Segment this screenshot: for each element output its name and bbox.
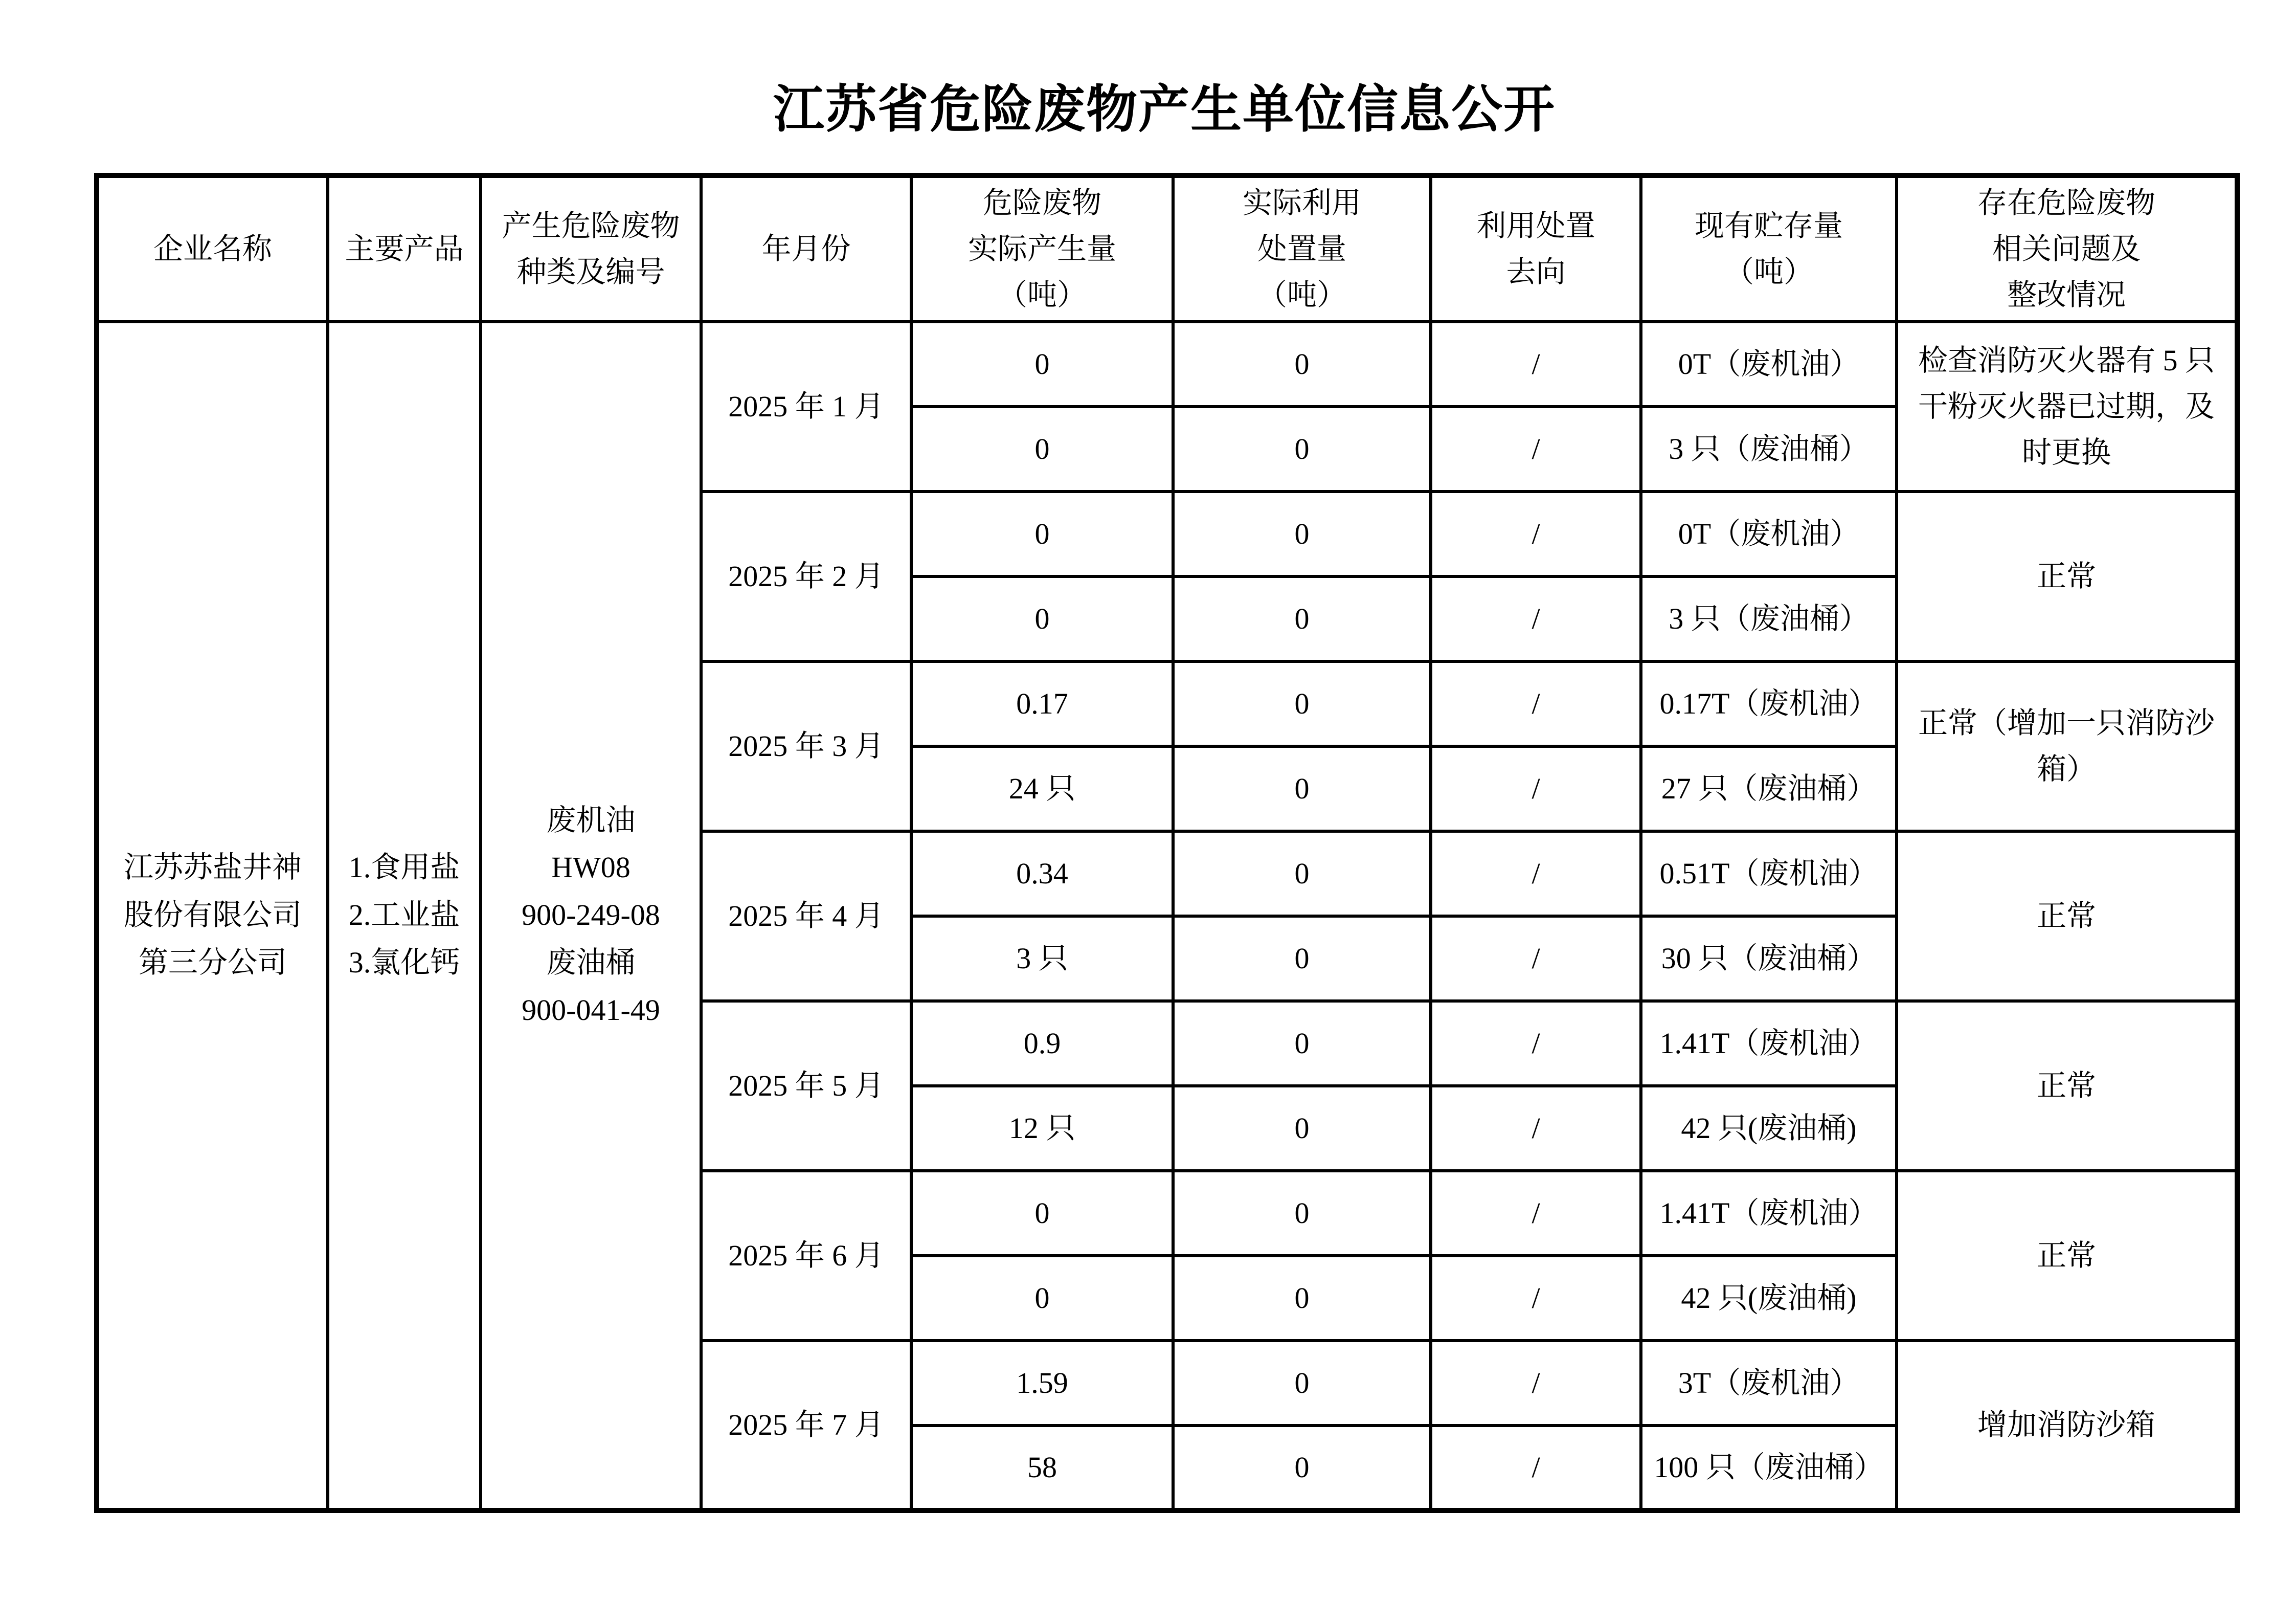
disposal-destination-cell: /	[1431, 1086, 1641, 1171]
issues-remark-cell: 正常	[1897, 1171, 2237, 1341]
disposed-amount-cell: 0	[1173, 661, 1431, 746]
generated-amount-cell: 1.59	[911, 1341, 1173, 1426]
storage-amount-cell: 3 只（废油桶）	[1641, 407, 1897, 492]
disposal-destination-cell: /	[1431, 1001, 1641, 1086]
generated-amount-cell: 58	[911, 1426, 1173, 1510]
month-cell: 2025 年 4 月	[701, 831, 911, 1001]
month-cell: 2025 年 1 月	[701, 322, 911, 492]
storage-amount-cell: 42 只(废油桶)	[1641, 1086, 1897, 1171]
month-cell: 2025 年 7 月	[701, 1341, 911, 1510]
storage-amount-cell: 3 只（废油桶）	[1641, 576, 1897, 661]
issues-remark-cell: 检查消防灭火器有 5 只干粉灭火器已过期，及时更换	[1897, 322, 2237, 492]
disposal-destination-cell: /	[1431, 492, 1641, 576]
storage-amount-cell: 0.17T（废机油）	[1641, 661, 1897, 746]
storage-amount-cell: 0T（废机油）	[1641, 492, 1897, 576]
issues-remark-cell: 增加消防沙箱	[1897, 1341, 2237, 1510]
table-row	[97, 322, 2237, 407]
disposed-amount-cell: 0	[1173, 916, 1431, 1001]
disposed-amount-cell: 0	[1173, 1086, 1431, 1171]
storage-amount-cell: 1.41T（废机油）	[1641, 1171, 1897, 1256]
disposal-destination-cell: /	[1431, 746, 1641, 831]
disposal-destination-cell: /	[1431, 831, 1641, 916]
table-body	[97, 322, 2237, 1510]
column-header-issues: 存在危险废物 相关问题及 整改情况	[1897, 175, 2237, 322]
column-header-waste-type: 产生危险废物 种类及编号	[481, 175, 701, 322]
generated-amount-cell: 0	[911, 407, 1173, 492]
disposed-amount-cell: 0	[1173, 1426, 1431, 1510]
disposed-amount-cell: 0	[1173, 322, 1431, 407]
storage-amount-cell: 3T（废机油）	[1641, 1341, 1897, 1426]
storage-amount-cell: 42 只(废油桶)	[1641, 1256, 1897, 1341]
storage-amount-cell: 0.51T（废机油）	[1641, 831, 1897, 916]
disposed-amount-cell: 0	[1173, 492, 1431, 576]
main-products-cell: 1.食用盐 2.工业盐 3.氯化钙	[328, 322, 481, 1510]
generated-amount-cell: 0.17	[911, 661, 1173, 746]
issues-remark-cell: 正常（增加一只消防沙箱）	[1897, 661, 2237, 831]
issues-remark-cell: 正常	[1897, 831, 2237, 1001]
generated-amount-cell: 24 只	[911, 746, 1173, 831]
column-header-disposed: 实际利用 处置量 （吨）	[1173, 175, 1431, 322]
column-header-generated: 危险废物 实际产生量 （吨）	[911, 175, 1173, 322]
storage-amount-cell: 100 只（废油桶）	[1641, 1426, 1897, 1510]
disposal-destination-cell: /	[1431, 407, 1641, 492]
storage-amount-cell: 27 只（废油桶）	[1641, 746, 1897, 831]
disposed-amount-cell: 0	[1173, 1001, 1431, 1086]
disposed-amount-cell: 0	[1173, 1171, 1431, 1256]
generated-amount-cell: 0	[911, 1256, 1173, 1341]
issues-remark-cell: 正常	[1897, 492, 2237, 661]
disposed-amount-cell: 0	[1173, 407, 1431, 492]
column-header-month: 年月份	[701, 175, 911, 322]
column-header-products: 主要产品	[328, 175, 481, 322]
table-header	[97, 175, 2237, 322]
column-header-storage: 现有贮存量 （吨）	[1641, 175, 1897, 322]
disposed-amount-cell: 0	[1173, 576, 1431, 661]
disposed-amount-cell: 0	[1173, 831, 1431, 916]
page-title: 江苏省危险废物产生单位信息公开	[773, 81, 1556, 138]
disposal-destination-cell: /	[1431, 1171, 1641, 1256]
month-cell: 2025 年 5 月	[701, 1001, 911, 1171]
generated-amount-cell: 0.9	[911, 1001, 1173, 1086]
disposed-amount-cell: 0	[1173, 746, 1431, 831]
header-row	[97, 175, 2237, 322]
month-cell: 2025 年 3 月	[701, 661, 911, 831]
generated-amount-cell: 0.34	[911, 831, 1173, 916]
disposal-destination-cell: /	[1431, 661, 1641, 746]
issues-remark-cell: 正常	[1897, 1001, 2237, 1171]
disposal-destination-cell: /	[1431, 576, 1641, 661]
disposal-destination-cell: /	[1431, 322, 1641, 407]
storage-amount-cell: 0T（废机油）	[1641, 322, 1897, 407]
storage-amount-cell: 30 只（废油桶）	[1641, 916, 1897, 1001]
disposed-amount-cell: 0	[1173, 1341, 1431, 1426]
disposed-amount-cell: 0	[1173, 1256, 1431, 1341]
month-cell: 2025 年 2 月	[701, 492, 911, 661]
disposal-destination-cell: /	[1431, 1426, 1641, 1510]
hazardous-waste-table	[94, 173, 2240, 1513]
disposal-destination-cell: /	[1431, 1341, 1641, 1426]
month-cell: 2025 年 6 月	[701, 1171, 911, 1341]
disposal-destination-cell: /	[1431, 916, 1641, 1001]
storage-amount-cell: 1.41T（废机油）	[1641, 1001, 1897, 1086]
generated-amount-cell: 0	[911, 322, 1173, 407]
generated-amount-cell: 0	[911, 576, 1173, 661]
column-header-company: 企业名称	[97, 175, 328, 322]
generated-amount-cell: 0	[911, 492, 1173, 576]
generated-amount-cell: 3 只	[911, 916, 1173, 1001]
generated-amount-cell: 12 只	[911, 1086, 1173, 1171]
disposal-destination-cell: /	[1431, 1256, 1641, 1341]
generated-amount-cell: 0	[911, 1171, 1173, 1256]
column-header-destination: 利用处置 去向	[1431, 175, 1641, 322]
waste-type-code-cell: 废机油 HW08 900-249-08 废油桶 900-041-49	[481, 322, 701, 1510]
company-name-cell: 江苏苏盐井神 股份有限公司 第三分公司	[97, 322, 328, 1510]
